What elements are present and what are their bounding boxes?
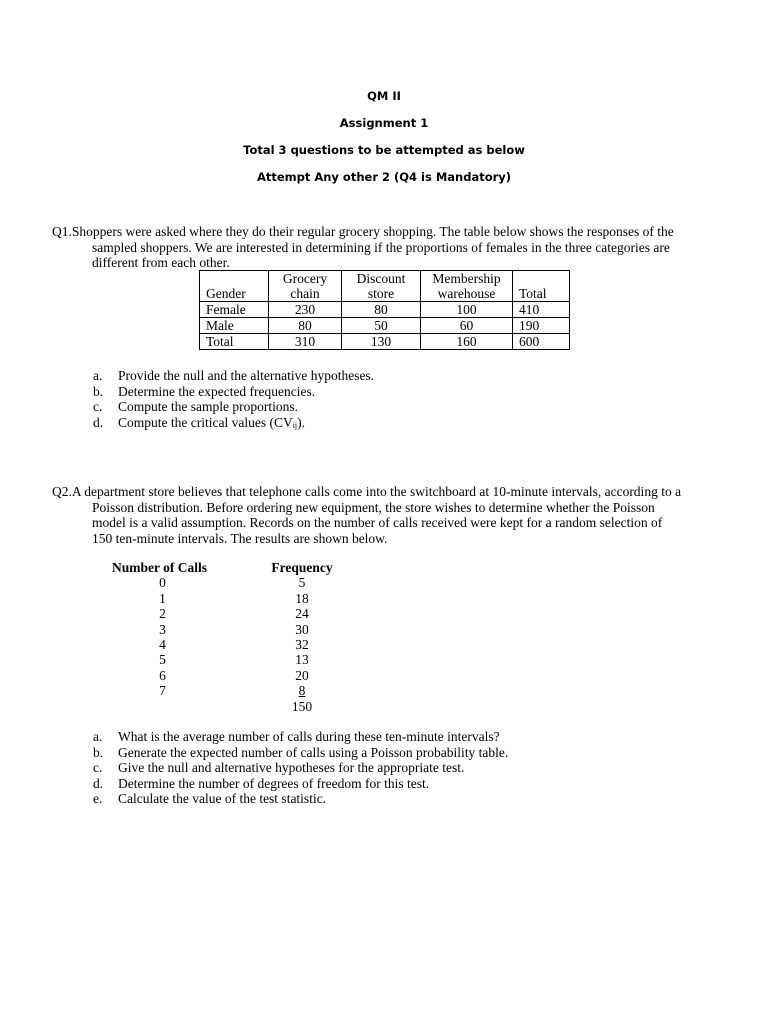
list-text: Determine the number of degrees of freedom for this test.	[118, 775, 430, 791]
table-cell: 100	[421, 302, 513, 318]
list-text-after: ).	[297, 414, 306, 430]
list-marker: c.	[93, 760, 103, 775]
q2-subquestions	[93, 729, 508, 807]
table-cell: 410	[513, 302, 570, 318]
list-text: Compute the sample proportions.	[118, 399, 298, 414]
table-cell: 80	[342, 302, 421, 318]
list-marker: a.	[93, 368, 103, 383]
subscript: ij	[292, 420, 298, 430]
list-text: Compute the critical values (CV	[118, 414, 293, 430]
table-row	[112, 637, 341, 652]
table-row	[112, 606, 341, 621]
list-item	[93, 745, 508, 761]
list-marker: e.	[93, 791, 103, 806]
frequency-value: 24	[295, 606, 309, 622]
q1-table-header-top	[200, 271, 570, 287]
list-item	[93, 776, 508, 792]
frequency-value: 13	[295, 652, 309, 668]
list-item	[93, 791, 508, 807]
q2-table-header	[112, 560, 341, 575]
frequency-value: 20	[295, 667, 309, 683]
table-row	[200, 334, 570, 350]
q1-table-header-bottom	[200, 286, 570, 302]
q2-text: Q2.A department store believes that telephone calls come into the switchboard at 10-minute intervals, according to a Poisson distribution. Before ordering new equipment, the store wishes to determine whether the Poisson model is a valid assumption. Records on the number of calls received were kept for a random selection of 150 ten-minute intervals. The results are shown below.	[52, 484, 682, 546]
q1-th-membership: warehouse	[421, 286, 513, 302]
table-row	[112, 668, 341, 683]
table-cell: 190	[513, 318, 570, 334]
frequency-value: 8	[298, 683, 306, 699]
calls-value: 1	[159, 590, 166, 606]
list-marker: b.	[93, 744, 104, 760]
q1-th-top-4	[513, 271, 570, 287]
table-row	[112, 683, 341, 698]
q1-th-total: Total	[513, 286, 570, 302]
list-marker: b.	[93, 383, 104, 399]
calls-value: 5	[159, 652, 166, 668]
list-marker: d.	[93, 775, 104, 791]
calls-value: 0	[159, 575, 166, 591]
list-item	[93, 399, 374, 415]
table-cell: 60	[421, 318, 513, 334]
frequency-total: 150	[291, 698, 313, 714]
frequency-value: 30	[295, 621, 309, 637]
q2-col-frequency: Frequency	[271, 560, 333, 575]
calls-value: 7	[159, 683, 166, 699]
table-cell: 310	[269, 334, 342, 350]
q1-subquestions	[93, 368, 374, 433]
list-text: What is the average number of calls during these ten-minute intervals?	[118, 729, 500, 744]
frequency-value: 5	[298, 575, 306, 591]
calls-value: 3	[159, 621, 166, 637]
q1-th-discount: store	[342, 286, 421, 302]
table-cell: 50	[342, 318, 421, 334]
list-marker: a.	[93, 729, 103, 744]
q2-frequency-table	[112, 560, 341, 714]
q2-total-row	[112, 699, 341, 714]
q2-col-calls: Number of Calls	[112, 560, 208, 575]
table-row	[200, 318, 570, 334]
list-text: Determine the expected frequencies.	[118, 383, 316, 399]
table-row	[112, 652, 341, 667]
q1-table	[199, 270, 570, 350]
course-title: QM II	[367, 89, 401, 103]
calls-value: 2	[159, 606, 166, 622]
q1-th-grocery: chain	[269, 286, 342, 302]
frequency-value: 18	[295, 590, 309, 606]
list-marker: d.	[93, 414, 104, 430]
list-marker: c.	[93, 399, 103, 414]
table-cell: 130	[342, 334, 421, 350]
table-cell: Male	[200, 318, 269, 334]
q1-th-top-3: Membership	[421, 271, 513, 287]
calls-value: 4	[159, 637, 166, 653]
list-text: Calculate the value of the test statistic.	[118, 791, 327, 806]
list-item	[93, 729, 508, 745]
q1-th-top-0	[200, 271, 269, 287]
table-row	[112, 575, 341, 590]
table-cell: 160	[421, 334, 513, 350]
table-row	[112, 591, 341, 606]
list-item	[93, 384, 374, 400]
list-item	[93, 368, 374, 384]
table-cell: Total	[200, 334, 269, 350]
list-text: Give the null and alternative hypotheses for the appropriate test.	[118, 760, 465, 775]
table-row	[112, 622, 341, 637]
frequency-value: 32	[295, 637, 309, 653]
table-cell: Female	[200, 302, 269, 318]
q1-th-top-2: Discount	[342, 271, 421, 287]
list-text: Generate the expected number of calls using a Poisson probability table.	[118, 744, 509, 760]
list-item	[93, 760, 508, 776]
calls-value: 6	[159, 667, 166, 683]
table-row	[200, 302, 570, 318]
instruction-line-2: Attempt Any other 2 (Q4 is Mandatory)	[256, 170, 512, 184]
table-cell: 80	[269, 318, 342, 334]
assignment-title: Assignment 1	[339, 116, 429, 130]
q1-th-gender: Gender	[200, 286, 269, 302]
list-item	[93, 415, 374, 434]
q1-th-top-1: Grocery	[269, 271, 342, 287]
table-cell: 600	[513, 334, 570, 350]
q1-text: Q1.Shoppers were asked where they do their regular grocery shopping. The table below shows the responses of the sampled shoppers. We are interested in determining if the proportions of females in the three categories are different from each other.	[52, 224, 674, 271]
instruction-line-1: Total 3 questions to be attempted as below	[243, 143, 525, 157]
list-text: Provide the null and the alternative hypotheses.	[118, 368, 375, 383]
table-cell: 230	[269, 302, 342, 318]
